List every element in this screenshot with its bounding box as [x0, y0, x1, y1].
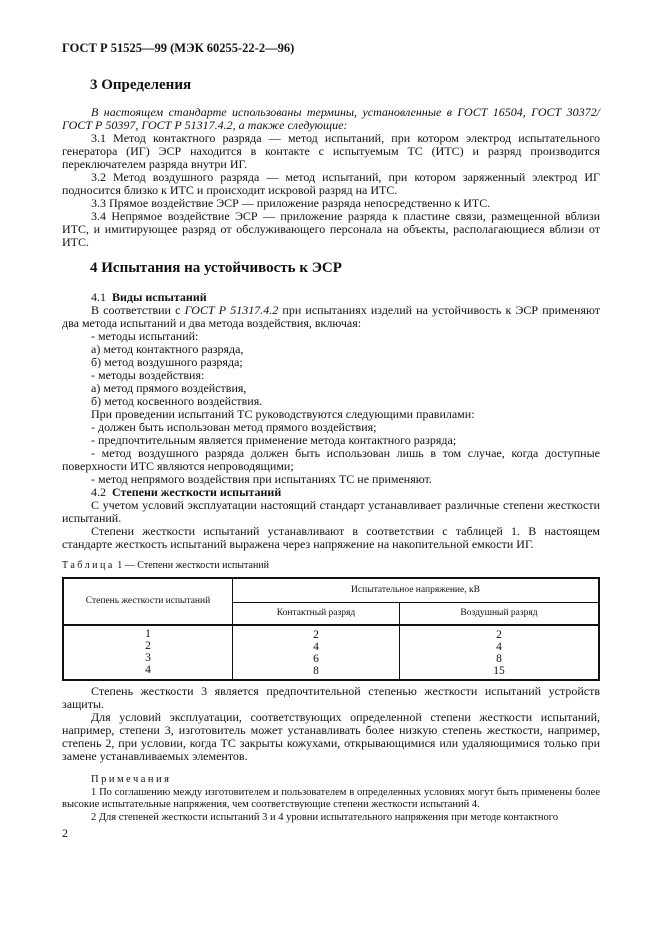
paragraph	[62, 304, 600, 330]
level: 1	[145, 628, 151, 640]
air-cell	[400, 625, 600, 680]
level: 2	[145, 640, 151, 652]
section-3-intro: В настоящем стандарте использованы термины, установленные в ГОСТ 16504, ГОСТ 30372/ГОСТ Р 50397, ГОСТ Р 51317.4.2, а также следующие:	[62, 105, 600, 132]
section-3-title: 3 Определения	[90, 77, 192, 93]
contact-voltage: 2	[313, 628, 319, 641]
subsection-number: 4.2	[91, 485, 106, 499]
header-severity: Степень жесткости испытаний	[63, 578, 233, 625]
subsection-title: Виды испытаний	[112, 290, 207, 304]
severity-table	[62, 577, 600, 681]
note-item: 1 По соглашению между изготовителем и пользователем в определенных условиях могут быть применены более высокие испытательные напряжения, чем соответствующие степени жесткости испытаний 4.	[62, 786, 600, 810]
air-voltage: 4	[496, 640, 502, 653]
level: 3	[145, 652, 151, 664]
text: В соответствии с	[91, 303, 185, 317]
document-header: ГОСТ Р 51525—99 (МЭК 60255-22-2—96)	[62, 41, 295, 55]
levels-cell	[63, 625, 233, 680]
after-table-body	[62, 685, 600, 763]
header-test-voltage: Испытательное напряжение, кВ	[233, 578, 600, 602]
list-item: - метод воздушного разряда должен быть использован лишь в том случае, когда доступные поверхности ИТС являются непроводящими;	[62, 446, 600, 473]
list-item: При проведении испытаний ТС руководствуются следующими правилами:	[91, 407, 475, 421]
text: при испытаниях изделий на устойчивость к ЭСР применяют два метода испытаний и два метода воздействия, включая:	[62, 303, 601, 330]
header-contact: Контактный разряд	[233, 602, 400, 625]
header-air: Воздушный разряд	[400, 602, 600, 625]
definition-3-2: 3.2 Метод воздушного разряда — метод испытаний, при котором заряженный электрод ИГ подносится близко к ИТС и происходит искровой разряд на ИТС.	[62, 170, 600, 197]
table-caption	[62, 560, 269, 571]
list-item: - предпочтительным является применение метода контактного разряда;	[91, 433, 457, 447]
list-item: - метод непрямого воздействия при испытаниях ТС не применяют.	[91, 472, 432, 486]
air-voltage: 8	[496, 652, 502, 665]
contact-voltage: 4	[313, 640, 319, 653]
list-item: б) метод косвенного воздействия.	[91, 394, 263, 408]
paragraph: С учетом условий эксплуатации настоящий стандарт устанавливает различные степени жесткости испытаний.	[62, 498, 600, 525]
section-4-body	[62, 291, 600, 551]
caption-label: Таблица	[62, 560, 115, 571]
section-3-body	[62, 106, 600, 249]
note-item: 2 Для степеней жесткости испытаний 3 и 4 уровни испытательного напряжения при методе контактного	[91, 811, 559, 823]
standard-reference: ГОСТ Р 51317.4.2	[184, 303, 279, 317]
paragraph: Степень жесткости 3 является предпочтительной степенью жесткости испытаний устройств защиты.	[62, 684, 600, 711]
air-voltage: 15	[493, 664, 505, 677]
caption-text: 1 — Степени жесткости испытаний	[114, 560, 269, 571]
list-item: а) метод прямого воздействия,	[91, 381, 247, 395]
level: 4	[145, 664, 151, 676]
list-item: а) метод контактного разряда,	[91, 342, 244, 356]
subsection-number: 4.1	[91, 290, 106, 304]
definition-3-4: 3.4 Непрямое воздействие ЭСР — приложение разряда к пластине связи, размещенной вблизи ИТС, и имитирующее разряд от обслуживающего персонала на объекты, располагающиеся вблизи от ИТС.	[62, 209, 600, 249]
contact-voltage: 8	[313, 664, 319, 677]
definition-3-3: 3.3 Прямое воздействие ЭСР — приложение разряда непосредственно к ИТС.	[91, 196, 491, 210]
list-item: - методы воздействия:	[91, 368, 205, 382]
definition-3-1: 3.1 Метод контактного разряда — метод испытаний, при котором электрод испытательного генератора (ИГ) ЭСР находится в контакте с испытуемым ТС (ИТС) и разряд производится переключателем разряда внутри ИГ.	[62, 131, 600, 171]
section-4-title: 4 Испытания на устойчивость к ЭСР	[90, 260, 342, 276]
list-item: - методы испытаний:	[91, 329, 199, 343]
notes-title: Примечания	[91, 774, 172, 785]
page-number: 2	[62, 826, 68, 840]
list-item: б) метод воздушного разряда;	[91, 355, 243, 369]
list-item: - должен быть использован метод прямого воздействия;	[91, 420, 377, 434]
contact-voltage: 6	[313, 652, 319, 665]
paragraph: Для условий эксплуатации, соответствующих определенной степени жесткости испытаний, например, степени 3, изготовитель может устанавливать более низкую степень жесткости, например, степень 2, при условии, когда ТС закрыты кожухами, открывающимися или удаляющимися только при замене устанавливаемых элементов.	[62, 710, 600, 763]
contact-cell	[233, 625, 400, 680]
subsection-title: Степени жесткости испытаний	[112, 485, 282, 499]
notes	[62, 774, 600, 824]
air-voltage: 2	[496, 628, 502, 641]
paragraph: Степени жесткости испытаний устанавливают в соответствии с таблицей 1. В настоящем стандарте жесткость испытаний выражена через напряжение на накопительной емкости ИГ.	[62, 524, 600, 551]
